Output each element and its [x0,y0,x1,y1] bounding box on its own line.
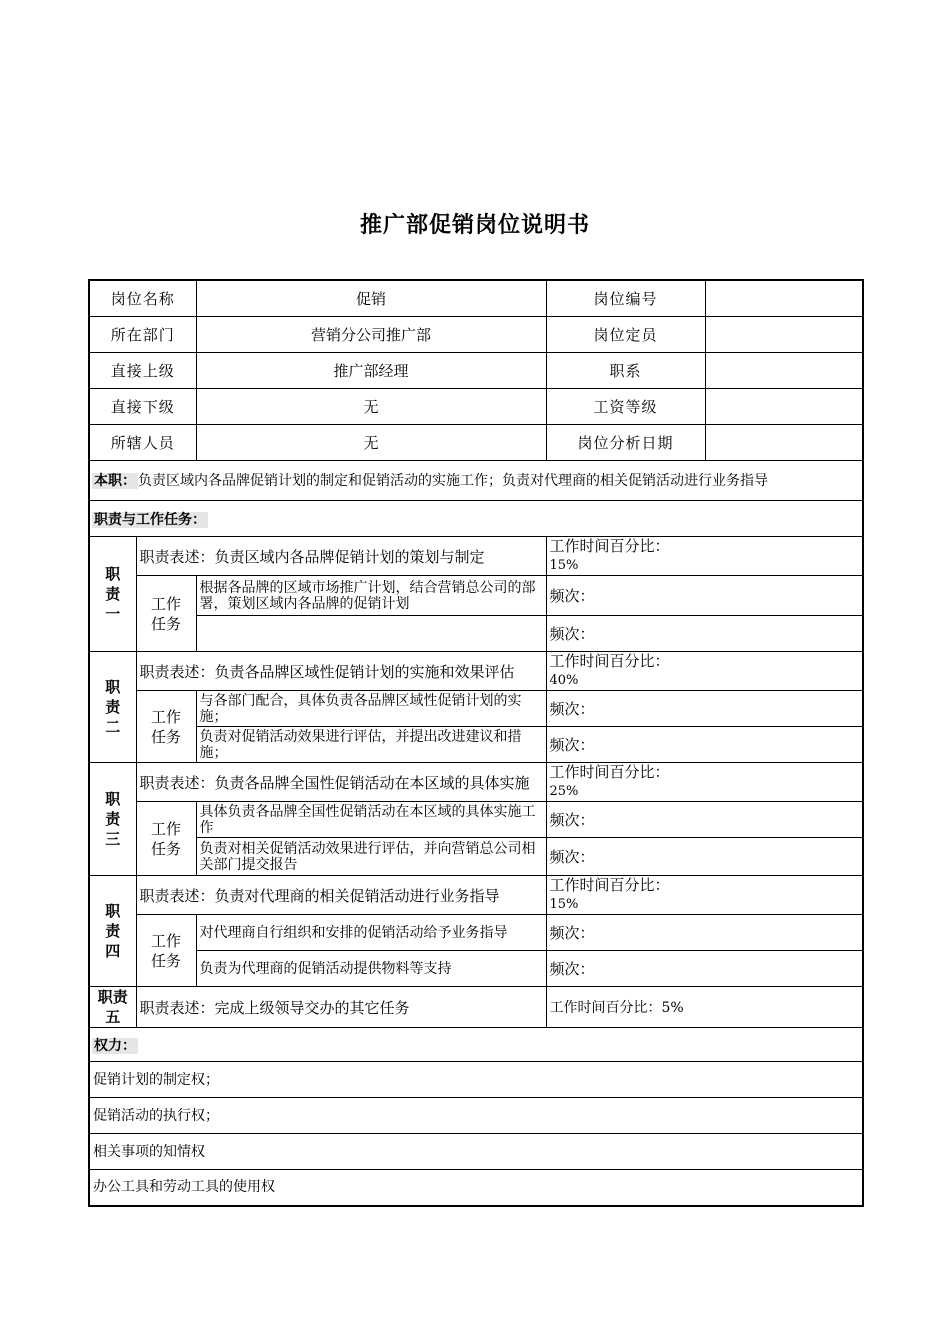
duty-3-task-1-freq: 频次： [546,802,863,838]
power-item-4: 办公工具和劳动工具的使用权 [89,1170,863,1206]
duties-header: 职责与工作任务： [94,511,206,528]
basic-row-3 [89,353,863,389]
duty-1-desc: 职责表述：负责区域内各品牌促销计划的策划与制定 [136,537,546,576]
power-item-1: 促销计划的制定权； [89,1062,863,1098]
job-family-label: 职系 [546,353,705,389]
duty-4-task-2-row [89,951,863,987]
analysis-date-value [705,425,863,461]
duty-3-task-2-row [89,838,863,876]
duty-5-desc: 职责表述：完成上级领导交办的其它任务 [136,987,546,1028]
core-duty-label: 本职： [94,472,136,489]
duty-1-task-2-row [89,616,863,652]
duty-1-desc-row [89,537,863,576]
duty-1-label: 职 责 一 [89,537,136,652]
duty-1-task-1: 根据各品牌的区域市场推广计划，结合营销总公司的部署，策划区域内各品牌的促销计划 [196,576,546,616]
post-no-label: 岗位编号 [546,280,705,317]
power-header-row [89,1028,863,1062]
duty-3-task-2-freq: 频次： [546,838,863,876]
duty-4-desc: 职责表述：负责对代理商的相关促销活动进行业务指导 [136,876,546,915]
superior-value: 推广部经理 [196,353,546,389]
page-title: 推广部促销岗位说明书 [359,213,590,238]
duty-2-task-1-freq: 频次： [546,691,863,727]
basic-row-5 [89,425,863,461]
duty-4-desc-row [89,876,863,915]
basic-row-2 [89,317,863,353]
duty-4-task-2-freq: 频次： [546,951,863,987]
power-row-2 [89,1098,863,1134]
duty-4-task-2: 负责为代理商的促销活动提供物料等支持 [196,951,546,987]
duty-4-label: 职 责 四 [89,876,136,987]
power-row-3 [89,1134,863,1170]
duty-3-desc-row [89,763,863,802]
superior-label: 直接上级 [89,353,196,389]
duty-2-label: 职 责 二 [89,652,136,763]
post-no-value [705,280,863,317]
salary-label: 工资等级 [546,389,705,425]
duty-2-task-2: 负责对促销活动效果进行评估，并提出改进建议和措施； [196,727,546,763]
duty-2-desc-row [89,652,863,691]
duty-2-task-1-row [89,691,863,727]
headcount-value [705,317,863,353]
duty-1-task-2 [196,616,546,652]
basic-row-4 [89,389,863,425]
duty-2-task-1: 与各部门配合，具体负责各品牌区域性促销计划的实施； [196,691,546,727]
duty-3-task-2: 负责对相关促销活动效果进行评估，并向营销总公司相关部门提交报告 [196,838,546,876]
power-item-3: 相关事项的知情权 [89,1134,863,1170]
power-item-2: 促销活动的执行权； [89,1098,863,1134]
subordinate-label: 直接下级 [89,389,196,425]
duty-2-task-label: 工作 任务 [136,691,196,763]
duty-1-task-1-freq: 频次： [546,576,863,616]
duty-1-task-1-row [89,576,863,616]
core-duty-row [89,461,863,501]
subordinate-value: 无 [196,389,546,425]
duty-4-task-1-freq: 频次： [546,915,863,951]
duty-3-task-1-row [89,802,863,838]
post-name-label: 岗位名称 [89,280,196,317]
duty-3-pct: 工作时间百分比： 25% [546,763,863,802]
salary-value [705,389,863,425]
dept-value: 营销分公司推广部 [196,317,546,353]
job-description-table [88,279,864,1207]
duty-4-task-1: 对代理商自行组织和安排的促销活动给予业务指导 [196,915,546,951]
analysis-date-label: 岗位分析日期 [546,425,705,461]
headcount-label: 岗位定员 [546,317,705,353]
duty-3-label: 职 责 三 [89,763,136,876]
post-name-value: 促销 [196,280,546,317]
duty-2-desc: 职责表述：负责各品牌区域性促销计划的实施和效果评估 [136,652,546,691]
power-row-1 [89,1062,863,1098]
core-duty-text: 负责区域内各品牌促销计划的制定和促销活动的实施工作；负责对代理商的相关促销活动进行业务指导 [138,472,768,489]
staff-value: 无 [196,425,546,461]
basic-row-1 [89,280,863,317]
duty-2-pct: 工作时间百分比： 40% [546,652,863,691]
duties-header-row [89,501,863,537]
duty-2-task-2-freq: 频次： [546,727,863,763]
duty-1-pct: 工作时间百分比： 15% [546,537,863,576]
duty-3-desc: 职责表述：负责各品牌全国性促销活动在本区域的具体实施 [136,763,546,802]
duty-4-task-1-row [89,915,863,951]
job-family-value [705,353,863,389]
staff-label: 所辖人员 [89,425,196,461]
power-header: 权力： [94,1037,136,1054]
duty-1-task-label: 工作 任务 [136,576,196,652]
duty-5-pct: 工作时间百分比：5% [546,987,863,1028]
duty-1-task-2-freq: 频次： [546,616,863,652]
duty-4-task-label: 工作 任务 [136,915,196,987]
duty-2-task-2-row [89,727,863,763]
duty-3-task-1: 具体负责各品牌全国性促销活动在本区域的具体实施工作 [196,802,546,838]
duty-5-label: 职责 五 [89,987,136,1028]
duty-3-task-label: 工作 任务 [136,802,196,876]
duty-5-row [89,987,863,1028]
duty-4-pct: 工作时间百分比： 15% [546,876,863,915]
dept-label: 所在部门 [89,317,196,353]
power-row-4 [89,1170,863,1206]
